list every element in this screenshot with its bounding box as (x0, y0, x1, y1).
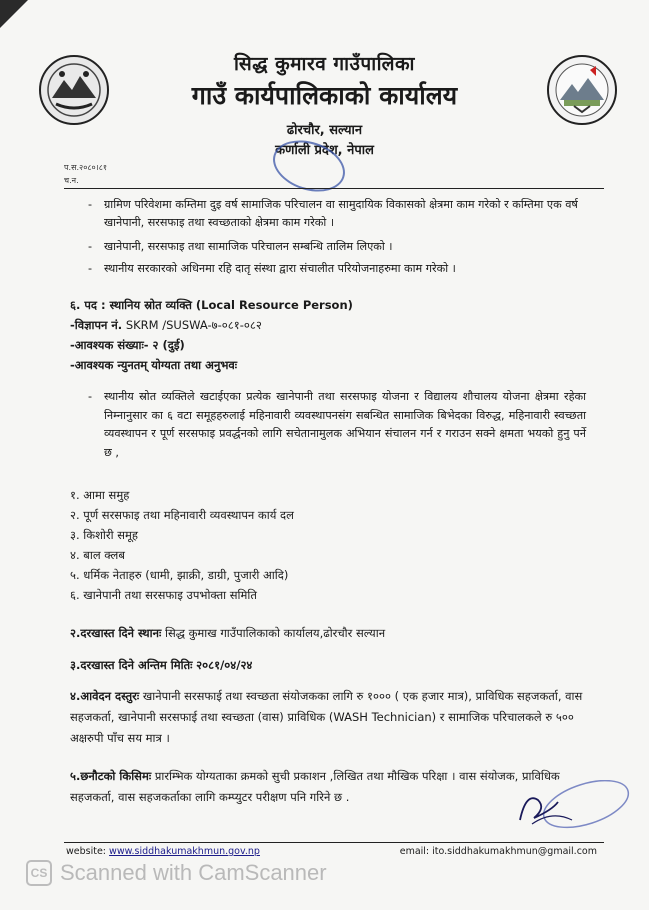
list-item: २. पूर्ण सरसफाइ तथा महिनावारी व्यवस्थापन कार्य दल (70, 508, 294, 522)
application-fee-label: ४.आवेदन दस्तुरः (70, 689, 140, 703)
list-item: - स्थानीय सरकारको अधिनमा रहि दातृ संस्था द्वारा संचालीत परियोजनाहरुमा काम गरेको । (104, 260, 584, 278)
camscanner-watermark (26, 858, 327, 888)
application-deadline-label: ३.दरखास्त दिने अन्तिम मितिः (70, 658, 193, 672)
required-count: -आवश्यक संख्याः- २ (दुई) (70, 338, 185, 352)
office-name: गाउँ कार्यपालिकाको कार्यालय (191, 81, 458, 110)
office-location: ढोरचौर, सल्यान (286, 123, 363, 138)
application-deadline-value: २०८१/०४/२४ (196, 658, 253, 672)
list-item: १. आमा समुह (70, 488, 130, 502)
footer-divider (64, 842, 604, 843)
post-title: ६. पद : स्थानिय स्रोत व्यक्ति (Local Resource Person) (70, 298, 353, 312)
application-deadline (70, 656, 252, 674)
advertisement-label: -विज्ञापन नं. (70, 318, 123, 332)
advertisement-number (70, 316, 262, 334)
camscanner-icon: CS (26, 860, 52, 886)
website-link[interactable]: www.siddhakumakhmun.gov.np (109, 846, 260, 857)
signature-stamp-icon (512, 780, 632, 836)
scan-corner-shadow (0, 0, 28, 28)
list-item: - ग्रामिण परिवेशमा कम्तिमा दुइ वर्ष सामाजिक परिचालन वा सामुदायिक विकासको क्षेत्रमा काम गरेको र कम्तिमा एक वर्ष खानेपानी, सरसफाइ तथा स्वच्छताको क्षेत्रमा काम गरेको । (104, 196, 584, 232)
list-item: - खानेपानी, सरसफाइ तथा सामाजिक परिचालन सम्बन्धि तालिम लिएको । (104, 238, 584, 256)
office-province: कर्णाली प्रदेश, नेपाल (275, 143, 374, 158)
advertisement-code: SKRM /SUSWA-७-०८१-०८२ (125, 318, 262, 332)
application-place-label: २.दरखास्त दिने स्थानः (70, 626, 162, 640)
letter-number: प.स.२०८०।८१ (64, 163, 108, 172)
header-divider (64, 188, 604, 189)
list-item: ६. खानेपानी तथा सरसफाइ उपभोक्ता समिति (70, 588, 257, 602)
list-item: ३. किशोरी समूह (70, 528, 138, 542)
dispatch-number: च.न. (64, 176, 79, 185)
qualification-heading: -आवश्यक न्युनतम् योग्यता तथा अनुभवः (70, 358, 238, 372)
list-item: ५. धर्मिक नेताहरु (धामी, झाक्री, डाग्री, पुजारी आदि) (70, 568, 289, 582)
application-fee (70, 686, 600, 749)
selection-method-label: ५.छनौटको किसिमः (70, 769, 152, 783)
list-item: ४. बाल क्लब (70, 548, 125, 562)
footer-website (66, 846, 260, 857)
application-place (70, 624, 385, 642)
footer-email: email: ito.siddhakumakhmun@gmail.com (399, 846, 597, 857)
responsibility-paragraph: - स्थानीय स्रोत व्यक्तिले खटाईएका प्रत्येक खानेपानी तथा सरसफाइ योजना र विद्यालय शौचालय योजना क्षेत्रमा रहेका निम्नानुसार का ६ वटा समूहहरुलाई महिनावारी व्यवस्थापनसंग सबन्धित सामाजिक बिभेदका विरुद्ध, महिनावारी स्वच्छता व्यवस्थापन र पूर्ण सरसफाइ प्रवर्द्धनको लागि सचेतानामुलक अभियान संचालन गर्न र गराउन सक्ने क्षमता भयको हुनु पर्ने छ , (104, 388, 586, 462)
application-place-value: सिद्ध कुमाख गाउँपालिकाको कार्यालय,ढोरचौर सल्यान (164, 626, 386, 640)
website-label: website: (66, 846, 107, 857)
application-fee-value: खानेपानी सरसफाई तथा स्वच्छता संयोजकका लागि रु १००० ( एक हजार मात्र), प्राविधिक सहजकर्ता, वास सहजकर्ता, खानेपानी सरसफाई तथा स्वच्छता (वास) प्राविधिक (WASH Technician) र सामाजिक परिचालकले रु ५०० अक्षरुपी पाँच सय मात्र । (70, 689, 583, 745)
selection-method-value: प्रारम्भिक योग्यताका क्रमको सुची प्रकाशन ,लिखित तथा मौखिक परिक्षा । वास संयोजक, प्राविधिक सहजकर्ता, वास सहजकर्ताका लागि कम्प्युटर परीक्षण पनि गरिने छ . (70, 769, 560, 804)
municipality-name: सिद्ध कुमारव गाउँपालिका (234, 53, 415, 75)
watermark-text: Scanned with CamScanner (60, 860, 327, 885)
